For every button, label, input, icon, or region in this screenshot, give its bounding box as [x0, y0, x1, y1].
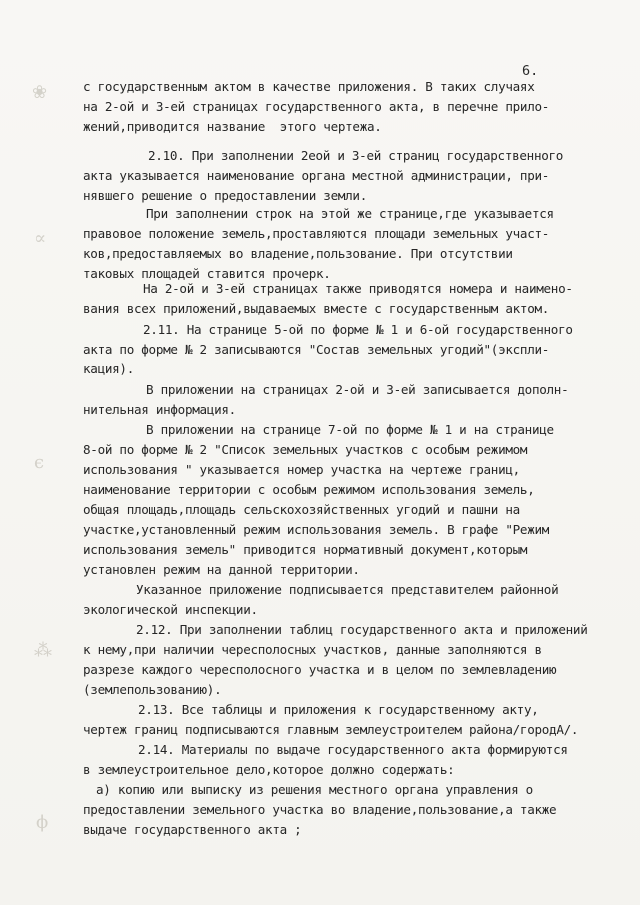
text-line: В приложении на страницах 2-ой и 3-ей записывается дополн- [146, 382, 569, 397]
text-line: чертеж границ подписываются главным землеустроителем района/городА/. [83, 722, 579, 737]
text-line: Указанное приложение подписывается представителем районной [136, 582, 559, 597]
punch-hole-mark: ⁂ [34, 640, 52, 661]
text-line: 2.14. Материалы по выдаче государственного акта формируются [138, 742, 568, 757]
text-line: использования земель" приводится нормативный документ,которым [83, 542, 528, 557]
text-line: нявшего решение о предоставлении земли. [83, 188, 368, 203]
text-line: выдаче государственного акта ; [83, 822, 302, 837]
text-line: правовое положение земель,проставляются площади земельных участ- [83, 226, 550, 241]
text-line: кация). [83, 361, 134, 376]
text-line: На 2-ой и 3-ей страницах также приводятся номера и наимено- [143, 281, 573, 296]
page-number: 6. [522, 63, 539, 79]
text-line: предоставлении земельного участка во владение,пользование,а также [83, 802, 557, 817]
text-line: участке,установленный режим использования земель. В графе "Режим [83, 522, 550, 537]
text-line: общая площадь,площадь сельскохозяйственных угодий и пашни на [83, 502, 520, 517]
text-line: жений,приводится название этого чертежа. [83, 119, 382, 134]
text-line: наименование территории с особым режимом использования земель, [83, 482, 535, 497]
text-line: экологической инспекции. [83, 602, 258, 617]
punch-hole-mark: ∝ [34, 228, 47, 249]
text-line: установлен режим на данной территории. [83, 562, 360, 577]
text-line: В приложении на странице 7-ой по форме № 1 и на странице [146, 422, 554, 437]
text-line: При заполнении строк на этой же странице,где указывается [146, 206, 554, 221]
text-line: 8-ой по форме № 2 "Список земельных участков с особым режимом [83, 442, 528, 457]
text-line: с государственным актом в качестве приложения. В таких случаях [83, 79, 535, 94]
text-line: а) копию или выписку из решения местного органа управления о [96, 782, 533, 797]
text-line: нительная информация. [83, 402, 236, 417]
text-line: 2.13. Все таблицы и приложения к государственному акту, [138, 702, 539, 717]
text-line: (землепользованию). [83, 682, 222, 697]
text-line: в землеустроительное дело,которое должно содержать: [83, 762, 455, 777]
text-line: к нему,при наличии чересполосных участков, данные заполняются в [83, 642, 542, 657]
text-line: разрезе каждого чересполосного участка и в целом по землевладению [83, 662, 557, 677]
punch-hole-mark: ϵ [34, 452, 45, 473]
text-line: 2.10. При заполнении 2еой и 3-ей страниц государственного [148, 148, 564, 163]
text-line: акта указывается наименование органа местной администрации, при- [83, 168, 550, 183]
punch-hole-mark: ❀ [32, 82, 48, 103]
punch-hole-mark: ϕ [36, 812, 49, 833]
text-line: 2.11. На странице 5-ой по форме № 1 и 6-ой государственного [143, 322, 573, 337]
text-line: на 2-ой и 3-ей страницах государственного акта, в перечне прило- [83, 99, 550, 114]
text-line: вания всех приложений,выдаваемых вместе с государственным актом. [83, 301, 550, 316]
text-line: 2.12. При заполнении таблиц государственного акта и приложений [136, 622, 588, 637]
text-line: таковых площадей ставится прочерк. [83, 266, 331, 281]
text-line: ков,предоставляемых во владение,пользование. При отсутствии [83, 246, 513, 261]
text-line: использования " указывается номер участка на чертеже границ, [83, 462, 520, 477]
text-line: акта по форме № 2 записываются "Состав земельных угодий"(экспли- [83, 342, 550, 357]
